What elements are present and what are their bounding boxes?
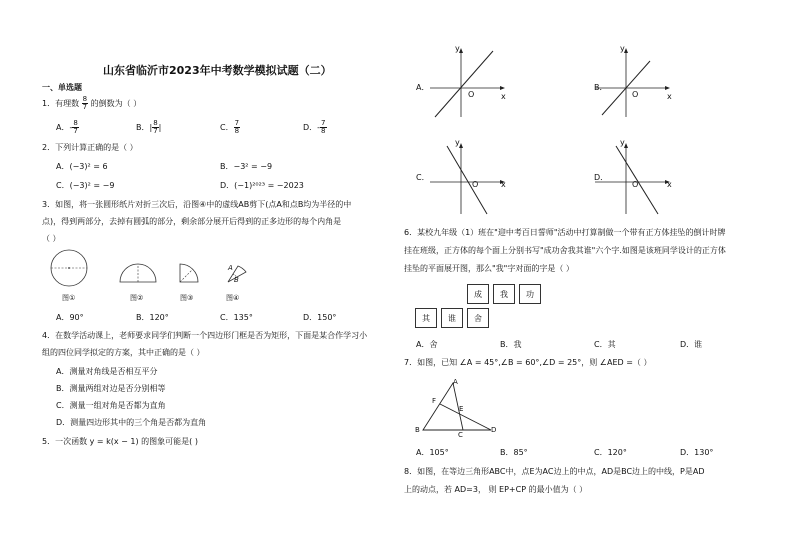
q5b-origin: O <box>632 90 639 99</box>
net-cell: 成 <box>467 284 489 304</box>
q1-option-a[interactable]: A．- $\frac{8}{7}$ <box>56 119 78 135</box>
q7-label-c: C <box>458 431 463 439</box>
q7-option-b[interactable]: B．85° <box>500 448 528 457</box>
q5b-y-label: y <box>620 44 625 53</box>
net-cell: 功 <box>519 284 541 304</box>
q3-option-c[interactable]: C．135° <box>220 313 253 322</box>
q3-fig2-caption: 图② <box>130 294 144 302</box>
fig2-semicircle <box>120 264 156 282</box>
fig1-full-circle <box>51 250 87 286</box>
net-cell: 谁 <box>441 308 463 328</box>
q3-stem-line3: （ ） <box>42 234 61 243</box>
q5a-y-label: y <box>455 44 460 53</box>
net-cell: 我 <box>493 284 515 304</box>
q5d-origin: O <box>632 180 639 189</box>
q4-stem-line2: 组的四位同学拟定的方案，其中正确的是（ ） <box>42 348 205 357</box>
q5a-origin: O <box>468 90 475 99</box>
q6-option-c[interactable]: C．其 <box>594 340 616 349</box>
q7-label-b: B <box>415 426 420 434</box>
q5d-x-label: x <box>667 180 672 189</box>
q7-label-e: E <box>459 405 464 413</box>
q3-figures <box>42 248 282 298</box>
q3-fig3-caption: 图③ <box>180 294 194 302</box>
q4-option-c[interactable]: C．测量一组对角是否都为直角 <box>56 401 166 410</box>
q3-option-d[interactable]: D．150° <box>303 313 337 322</box>
q3-label-a: A <box>228 264 233 272</box>
q6-stem-line1: 6．某校九年级（1）班在"迎中考百日誓师"活动中打算制做一个带有正方体挂坠的倒计时牌 <box>404 228 726 237</box>
q6-stem-line2: 挂在班级，正方体的每个面上分别书写"成功舍我其谁"六个字.如图是该班同学设计的正方体 <box>404 246 726 255</box>
q5-option-a[interactable]: A． <box>416 83 430 92</box>
section-heading: 一、单选题 <box>42 83 82 92</box>
q3-option-a[interactable]: A．90° <box>56 313 84 322</box>
q3-label-b: B <box>234 276 239 284</box>
q1-stem: 1．有理数 $\frac{8}{7}$ 的倒数为（ ） <box>42 95 142 111</box>
q3-stem-line2: 点)，得到两部分，去掉有圆弧的部分，剩余部分展开后得到的正多边形的每个内角是 <box>42 217 342 226</box>
q5-option-c[interactable]: C． <box>416 173 430 182</box>
q7-stem: 7．如图，已知 ∠A = 45°,∠B = 60°,∠D = 25°，则 ∠AED =（ ） <box>404 358 652 367</box>
q2-stem: 2．下列计算正确的是（ ） <box>42 143 138 152</box>
q3-fig1-caption: 图① <box>62 294 76 302</box>
q5-graph-b <box>590 45 680 125</box>
q6-stem-line3: 挂坠的平面展开图，那么"我"字对面的字是（ ） <box>404 264 574 273</box>
q4-option-b[interactable]: B．测量两组对边是否分别相等 <box>56 384 166 393</box>
q5c-y-label: y <box>455 138 460 147</box>
q5-option-b[interactable]: B． <box>594 83 608 92</box>
q3-option-b[interactable]: B．120° <box>136 313 169 322</box>
q2-option-b[interactable]: B．−3² = −9 <box>220 162 273 171</box>
q2-option-d[interactable]: D．(−1)²⁰²³ = −2023 <box>220 181 304 190</box>
q1-option-c[interactable]: C． $\frac{7}{8}$ <box>220 119 240 135</box>
q5b-x-label: x <box>667 92 672 101</box>
q4-option-d[interactable]: D．测量四边形其中的三个角是否都为直角 <box>56 418 207 427</box>
q2-option-a[interactable]: A．(−3)² = 6 <box>56 162 108 171</box>
fig3-quarter <box>180 264 198 282</box>
q3-fig4-caption: 图④ <box>226 294 240 302</box>
q1-option-d[interactable]: D．- $\frac{7}{8}$ <box>303 119 326 135</box>
q7-option-c[interactable]: C．120° <box>594 448 627 457</box>
q7-option-d[interactable]: D．130° <box>680 448 714 457</box>
q7-option-a[interactable]: A．105° <box>416 448 449 457</box>
q7-label-f: F <box>432 397 437 405</box>
net-cell: 其 <box>415 308 437 328</box>
q5c-x-label: x <box>501 180 506 189</box>
page-title: 山东省临沂市2023年中考数学模拟试题（二） <box>103 64 332 77</box>
q5c-origin: O <box>472 180 479 189</box>
q4-option-a[interactable]: A．测量对角线是否相互平分 <box>56 367 158 376</box>
q6-option-b[interactable]: B．我 <box>500 340 522 349</box>
q1-option-b[interactable]: B．| $\frac{8}{7}$ | <box>136 119 162 135</box>
q4-stem-line1: 4．在数学活动课上，老师要求同学们判断一个四边形门框是否为矩形，下面是某合作学习小 <box>42 331 368 340</box>
q7-label-a: A <box>453 378 458 386</box>
q6-option-a[interactable]: A．舍 <box>416 340 438 349</box>
q6-option-d[interactable]: D．谁 <box>680 340 703 349</box>
q5-stem: 5．一次函数 y = k(x − 1) 的图象可能是( ) <box>42 437 198 446</box>
q5-graph-a <box>425 45 515 125</box>
q8-stem-line2: 上的动点，若 AD=3， 则 EP+CP 的最小值为（ ） <box>404 485 588 494</box>
q3-stem-line1: 3．如图，将一张圆形纸片对折三次后，沿图④中的虚线AB剪下(点A和点B均为半径的中 <box>42 200 352 209</box>
q5d-y-label: y <box>620 138 625 147</box>
q5-option-d[interactable]: D． <box>594 173 609 182</box>
net-cell: 舍 <box>467 308 489 328</box>
q8-stem-line1: 8．如图，在等边三角形ABC中，点E为AC边上的中点，AD是BC边上的中线，P是AD <box>404 467 705 476</box>
q2-option-c[interactable]: C．(−3)² = −9 <box>56 181 115 190</box>
q5a-x-label: x <box>501 92 506 101</box>
q7-label-d: D <box>491 426 497 434</box>
